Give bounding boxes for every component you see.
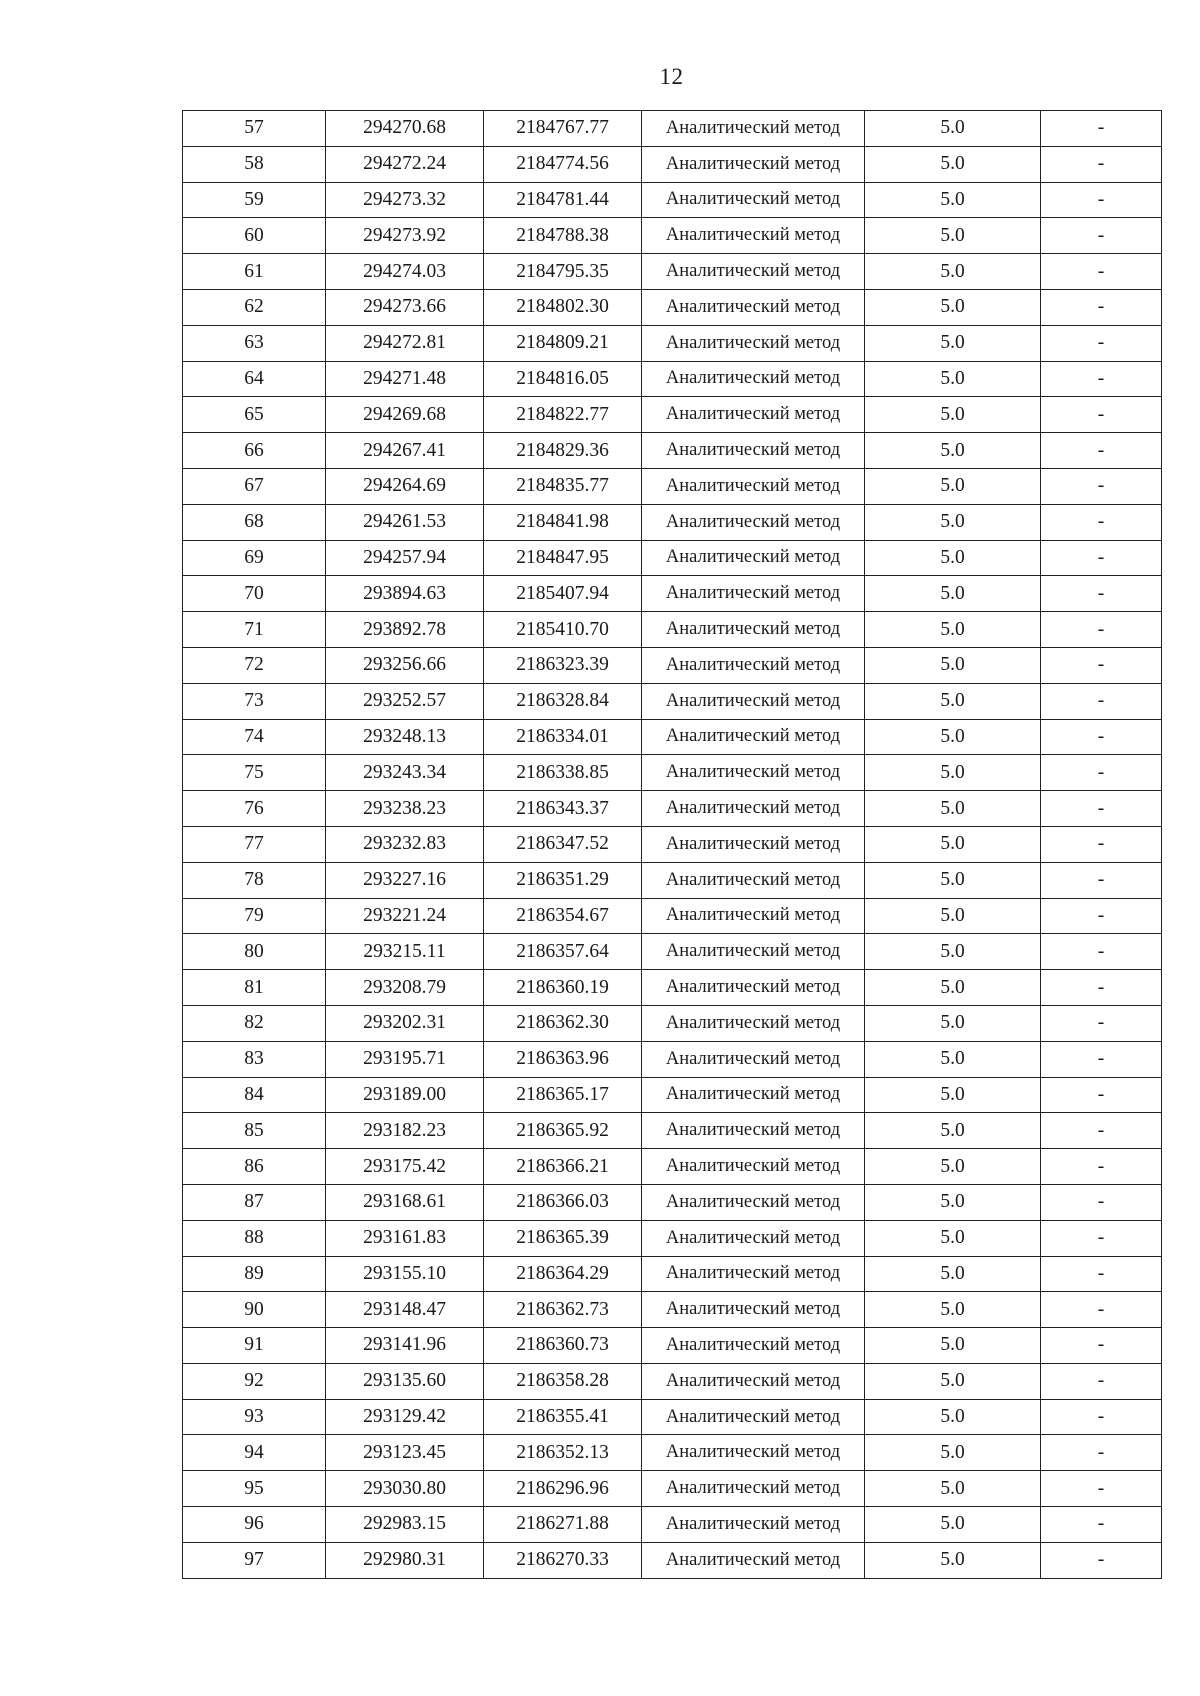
table-row xyxy=(183,111,1162,147)
y-coordinate-cell: 2186363.96 xyxy=(484,1041,642,1077)
table-row xyxy=(183,576,1162,612)
method-cell: Аналитический метод xyxy=(642,325,865,361)
method-cell: Аналитический метод xyxy=(642,1113,865,1149)
description-cell: - xyxy=(1041,1542,1162,1578)
x-coordinate-cell: 293252.57 xyxy=(326,683,484,719)
accuracy-cell: 5.0 xyxy=(865,433,1041,469)
x-coordinate-cell: 294273.92 xyxy=(326,218,484,254)
description-cell: - xyxy=(1041,862,1162,898)
accuracy-cell: 5.0 xyxy=(865,576,1041,612)
x-coordinate-cell: 293155.10 xyxy=(326,1256,484,1292)
method-cell: Аналитический метод xyxy=(642,1005,865,1041)
point-number-cell: 86 xyxy=(183,1149,326,1185)
table-row xyxy=(183,1542,1162,1578)
point-number-cell: 93 xyxy=(183,1399,326,1435)
accuracy-cell: 5.0 xyxy=(865,1005,1041,1041)
table-row xyxy=(183,934,1162,970)
point-number-cell: 91 xyxy=(183,1328,326,1364)
y-coordinate-cell: 2184816.05 xyxy=(484,361,642,397)
table-row xyxy=(183,1077,1162,1113)
point-number-cell: 61 xyxy=(183,254,326,290)
description-cell: - xyxy=(1041,1005,1162,1041)
accuracy-cell: 5.0 xyxy=(865,647,1041,683)
y-coordinate-cell: 2186334.01 xyxy=(484,719,642,755)
method-cell: Аналитический метод xyxy=(642,898,865,934)
method-cell: Аналитический метод xyxy=(642,1256,865,1292)
x-coordinate-cell: 293221.24 xyxy=(326,898,484,934)
method-cell: Аналитический метод xyxy=(642,1184,865,1220)
method-cell: Аналитический метод xyxy=(642,540,865,576)
accuracy-cell: 5.0 xyxy=(865,218,1041,254)
table-row xyxy=(183,218,1162,254)
table-row xyxy=(183,970,1162,1006)
table-row xyxy=(183,397,1162,433)
y-coordinate-cell: 2184829.36 xyxy=(484,433,642,469)
method-cell: Аналитический метод xyxy=(642,111,865,147)
y-coordinate-cell: 2186296.96 xyxy=(484,1471,642,1507)
x-coordinate-cell: 293256.66 xyxy=(326,647,484,683)
method-cell: Аналитический метод xyxy=(642,791,865,827)
description-cell: - xyxy=(1041,433,1162,469)
method-cell: Аналитический метод xyxy=(642,1435,865,1471)
point-number-cell: 90 xyxy=(183,1292,326,1328)
y-coordinate-cell: 2186366.21 xyxy=(484,1149,642,1185)
accuracy-cell: 5.0 xyxy=(865,791,1041,827)
table-row xyxy=(183,1507,1162,1543)
x-coordinate-cell: 293141.96 xyxy=(326,1328,484,1364)
table-row xyxy=(183,612,1162,648)
y-coordinate-cell: 2186351.29 xyxy=(484,862,642,898)
description-cell: - xyxy=(1041,468,1162,504)
point-number-cell: 89 xyxy=(183,1256,326,1292)
accuracy-cell: 5.0 xyxy=(865,862,1041,898)
method-cell: Аналитический метод xyxy=(642,1363,865,1399)
description-cell: - xyxy=(1041,970,1162,1006)
y-coordinate-cell: 2186360.73 xyxy=(484,1328,642,1364)
point-number-cell: 92 xyxy=(183,1363,326,1399)
point-number-cell: 64 xyxy=(183,361,326,397)
accuracy-cell: 5.0 xyxy=(865,1435,1041,1471)
method-cell: Аналитический метод xyxy=(642,719,865,755)
y-coordinate-cell: 2184847.95 xyxy=(484,540,642,576)
description-cell: - xyxy=(1041,1041,1162,1077)
point-number-cell: 88 xyxy=(183,1220,326,1256)
x-coordinate-cell: 293030.80 xyxy=(326,1471,484,1507)
x-coordinate-cell: 293227.16 xyxy=(326,862,484,898)
accuracy-cell: 5.0 xyxy=(865,468,1041,504)
table-row xyxy=(183,1435,1162,1471)
method-cell: Аналитический метод xyxy=(642,683,865,719)
description-cell: - xyxy=(1041,647,1162,683)
method-cell: Аналитический метод xyxy=(642,289,865,325)
y-coordinate-cell: 2186347.52 xyxy=(484,826,642,862)
method-cell: Аналитический метод xyxy=(642,1399,865,1435)
description-cell: - xyxy=(1041,683,1162,719)
point-number-cell: 73 xyxy=(183,683,326,719)
y-coordinate-cell: 2186365.39 xyxy=(484,1220,642,1256)
accuracy-cell: 5.0 xyxy=(865,325,1041,361)
point-number-cell: 76 xyxy=(183,791,326,827)
accuracy-cell: 5.0 xyxy=(865,898,1041,934)
description-cell: - xyxy=(1041,1328,1162,1364)
x-coordinate-cell: 293894.63 xyxy=(326,576,484,612)
method-cell: Аналитический метод xyxy=(642,612,865,648)
y-coordinate-cell: 2186360.19 xyxy=(484,970,642,1006)
table-row xyxy=(183,254,1162,290)
accuracy-cell: 5.0 xyxy=(865,1292,1041,1328)
method-cell: Аналитический метод xyxy=(642,1507,865,1543)
method-cell: Аналитический метод xyxy=(642,862,865,898)
x-coordinate-cell: 293243.34 xyxy=(326,755,484,791)
y-coordinate-cell: 2185410.70 xyxy=(484,612,642,648)
x-coordinate-cell: 294273.66 xyxy=(326,289,484,325)
method-cell: Аналитический метод xyxy=(642,361,865,397)
method-cell: Аналитический метод xyxy=(642,576,865,612)
description-cell: - xyxy=(1041,1363,1162,1399)
table-row xyxy=(183,146,1162,182)
table-row xyxy=(183,1399,1162,1435)
accuracy-cell: 5.0 xyxy=(865,540,1041,576)
description-cell: - xyxy=(1041,397,1162,433)
accuracy-cell: 5.0 xyxy=(865,612,1041,648)
table-row xyxy=(183,1184,1162,1220)
x-coordinate-cell: 294271.48 xyxy=(326,361,484,397)
y-coordinate-cell: 2184788.38 xyxy=(484,218,642,254)
method-cell: Аналитический метод xyxy=(642,146,865,182)
table-row xyxy=(183,719,1162,755)
description-cell: - xyxy=(1041,1149,1162,1185)
table-row xyxy=(183,1471,1162,1507)
accuracy-cell: 5.0 xyxy=(865,1113,1041,1149)
y-coordinate-cell: 2185407.94 xyxy=(484,576,642,612)
description-cell: - xyxy=(1041,1507,1162,1543)
x-coordinate-cell: 294269.68 xyxy=(326,397,484,433)
x-coordinate-cell: 293123.45 xyxy=(326,1435,484,1471)
point-number-cell: 79 xyxy=(183,898,326,934)
x-coordinate-cell: 293892.78 xyxy=(326,612,484,648)
y-coordinate-cell: 2184802.30 xyxy=(484,289,642,325)
x-coordinate-cell: 294272.24 xyxy=(326,146,484,182)
y-coordinate-cell: 2186357.64 xyxy=(484,934,642,970)
description-cell: - xyxy=(1041,182,1162,218)
x-coordinate-cell: 294273.32 xyxy=(326,182,484,218)
method-cell: Аналитический метод xyxy=(642,433,865,469)
method-cell: Аналитический метод xyxy=(642,647,865,683)
x-coordinate-cell: 294267.41 xyxy=(326,433,484,469)
coordinates-table-body xyxy=(183,111,1162,1579)
x-coordinate-cell: 293175.42 xyxy=(326,1149,484,1185)
x-coordinate-cell: 292983.15 xyxy=(326,1507,484,1543)
method-cell: Аналитический метод xyxy=(642,1220,865,1256)
y-coordinate-cell: 2186362.30 xyxy=(484,1005,642,1041)
accuracy-cell: 5.0 xyxy=(865,289,1041,325)
point-number-cell: 95 xyxy=(183,1471,326,1507)
x-coordinate-cell: 293189.00 xyxy=(326,1077,484,1113)
x-coordinate-cell: 294257.94 xyxy=(326,540,484,576)
point-number-cell: 80 xyxy=(183,934,326,970)
y-coordinate-cell: 2186323.39 xyxy=(484,647,642,683)
table-row xyxy=(183,1005,1162,1041)
description-cell: - xyxy=(1041,755,1162,791)
table-row xyxy=(183,1149,1162,1185)
accuracy-cell: 5.0 xyxy=(865,397,1041,433)
accuracy-cell: 5.0 xyxy=(865,683,1041,719)
x-coordinate-cell: 293135.60 xyxy=(326,1363,484,1399)
point-number-cell: 67 xyxy=(183,468,326,504)
y-coordinate-cell: 2186328.84 xyxy=(484,683,642,719)
point-number-cell: 81 xyxy=(183,970,326,1006)
table-row xyxy=(183,1363,1162,1399)
description-cell: - xyxy=(1041,1435,1162,1471)
x-coordinate-cell: 292980.31 xyxy=(326,1542,484,1578)
point-number-cell: 65 xyxy=(183,397,326,433)
method-cell: Аналитический метод xyxy=(642,970,865,1006)
x-coordinate-cell: 294270.68 xyxy=(326,111,484,147)
description-cell: - xyxy=(1041,1256,1162,1292)
method-cell: Аналитический метод xyxy=(642,468,865,504)
accuracy-cell: 5.0 xyxy=(865,1077,1041,1113)
coordinates-table xyxy=(182,110,1162,1579)
method-cell: Аналитический метод xyxy=(642,1077,865,1113)
table-row xyxy=(183,182,1162,218)
accuracy-cell: 5.0 xyxy=(865,1149,1041,1185)
x-coordinate-cell: 293161.83 xyxy=(326,1220,484,1256)
y-coordinate-cell: 2186362.73 xyxy=(484,1292,642,1328)
method-cell: Аналитический метод xyxy=(642,504,865,540)
x-coordinate-cell: 293202.31 xyxy=(326,1005,484,1041)
table-row xyxy=(183,325,1162,361)
point-number-cell: 74 xyxy=(183,719,326,755)
point-number-cell: 57 xyxy=(183,111,326,147)
accuracy-cell: 5.0 xyxy=(865,1256,1041,1292)
method-cell: Аналитический метод xyxy=(642,755,865,791)
point-number-cell: 78 xyxy=(183,862,326,898)
table-row xyxy=(183,504,1162,540)
table-row xyxy=(183,1220,1162,1256)
point-number-cell: 82 xyxy=(183,1005,326,1041)
accuracy-cell: 5.0 xyxy=(865,1363,1041,1399)
point-number-cell: 58 xyxy=(183,146,326,182)
accuracy-cell: 5.0 xyxy=(865,361,1041,397)
point-number-cell: 87 xyxy=(183,1184,326,1220)
point-number-cell: 66 xyxy=(183,433,326,469)
table-row xyxy=(183,1292,1162,1328)
y-coordinate-cell: 2184774.56 xyxy=(484,146,642,182)
table-row xyxy=(183,1041,1162,1077)
y-coordinate-cell: 2184781.44 xyxy=(484,182,642,218)
description-cell: - xyxy=(1041,146,1162,182)
page-number: 12 xyxy=(659,64,684,89)
accuracy-cell: 5.0 xyxy=(865,934,1041,970)
description-cell: - xyxy=(1041,504,1162,540)
y-coordinate-cell: 2186270.33 xyxy=(484,1542,642,1578)
accuracy-cell: 5.0 xyxy=(865,1220,1041,1256)
point-number-cell: 85 xyxy=(183,1113,326,1149)
table-row xyxy=(183,898,1162,934)
accuracy-cell: 5.0 xyxy=(865,182,1041,218)
accuracy-cell: 5.0 xyxy=(865,504,1041,540)
method-cell: Аналитический метод xyxy=(642,1328,865,1364)
description-cell: - xyxy=(1041,791,1162,827)
point-number-cell: 72 xyxy=(183,647,326,683)
table-row xyxy=(183,540,1162,576)
table-row xyxy=(183,1328,1162,1364)
description-cell: - xyxy=(1041,218,1162,254)
method-cell: Аналитический метод xyxy=(642,218,865,254)
description-cell: - xyxy=(1041,1113,1162,1149)
x-coordinate-cell: 293148.47 xyxy=(326,1292,484,1328)
y-coordinate-cell: 2186358.28 xyxy=(484,1363,642,1399)
y-coordinate-cell: 2184795.35 xyxy=(484,254,642,290)
y-coordinate-cell: 2184822.77 xyxy=(484,397,642,433)
point-number-cell: 83 xyxy=(183,1041,326,1077)
point-number-cell: 60 xyxy=(183,218,326,254)
point-number-cell: 63 xyxy=(183,325,326,361)
x-coordinate-cell: 293238.23 xyxy=(326,791,484,827)
x-coordinate-cell: 293182.23 xyxy=(326,1113,484,1149)
x-coordinate-cell: 294261.53 xyxy=(326,504,484,540)
accuracy-cell: 5.0 xyxy=(865,146,1041,182)
table-row xyxy=(183,862,1162,898)
description-cell: - xyxy=(1041,289,1162,325)
y-coordinate-cell: 2186355.41 xyxy=(484,1399,642,1435)
point-number-cell: 97 xyxy=(183,1542,326,1578)
method-cell: Аналитический метод xyxy=(642,1149,865,1185)
table-row xyxy=(183,433,1162,469)
y-coordinate-cell: 2186271.88 xyxy=(484,1507,642,1543)
method-cell: Аналитический метод xyxy=(642,254,865,290)
description-cell: - xyxy=(1041,826,1162,862)
accuracy-cell: 5.0 xyxy=(865,826,1041,862)
accuracy-cell: 5.0 xyxy=(865,1041,1041,1077)
x-coordinate-cell: 294264.69 xyxy=(326,468,484,504)
description-cell: - xyxy=(1041,1184,1162,1220)
y-coordinate-cell: 2186364.29 xyxy=(484,1256,642,1292)
y-coordinate-cell: 2186352.13 xyxy=(484,1435,642,1471)
method-cell: Аналитический метод xyxy=(642,1292,865,1328)
description-cell: - xyxy=(1041,1471,1162,1507)
y-coordinate-cell: 2184835.77 xyxy=(484,468,642,504)
description-cell: - xyxy=(1041,361,1162,397)
y-coordinate-cell: 2186365.92 xyxy=(484,1113,642,1149)
point-number-cell: 71 xyxy=(183,612,326,648)
table-row xyxy=(183,791,1162,827)
y-coordinate-cell: 2186343.37 xyxy=(484,791,642,827)
description-cell: - xyxy=(1041,1399,1162,1435)
x-coordinate-cell: 293129.42 xyxy=(326,1399,484,1435)
point-number-cell: 94 xyxy=(183,1435,326,1471)
y-coordinate-cell: 2186366.03 xyxy=(484,1184,642,1220)
method-cell: Аналитический метод xyxy=(642,1542,865,1578)
point-number-cell: 75 xyxy=(183,755,326,791)
method-cell: Аналитический метод xyxy=(642,934,865,970)
description-cell: - xyxy=(1041,254,1162,290)
accuracy-cell: 5.0 xyxy=(865,1542,1041,1578)
accuracy-cell: 5.0 xyxy=(865,1507,1041,1543)
accuracy-cell: 5.0 xyxy=(865,254,1041,290)
accuracy-cell: 5.0 xyxy=(865,970,1041,1006)
table-row xyxy=(183,647,1162,683)
accuracy-cell: 5.0 xyxy=(865,719,1041,755)
y-coordinate-cell: 2186365.17 xyxy=(484,1077,642,1113)
point-number-cell: 70 xyxy=(183,576,326,612)
method-cell: Аналитический метод xyxy=(642,826,865,862)
accuracy-cell: 5.0 xyxy=(865,1399,1041,1435)
method-cell: Аналитический метод xyxy=(642,1041,865,1077)
accuracy-cell: 5.0 xyxy=(865,755,1041,791)
x-coordinate-cell: 293215.11 xyxy=(326,934,484,970)
x-coordinate-cell: 293208.79 xyxy=(326,970,484,1006)
description-cell: - xyxy=(1041,934,1162,970)
x-coordinate-cell: 293195.71 xyxy=(326,1041,484,1077)
table-row xyxy=(183,1256,1162,1292)
y-coordinate-cell: 2186338.85 xyxy=(484,755,642,791)
method-cell: Аналитический метод xyxy=(642,182,865,218)
description-cell: - xyxy=(1041,719,1162,755)
description-cell: - xyxy=(1041,612,1162,648)
method-cell: Аналитический метод xyxy=(642,397,865,433)
description-cell: - xyxy=(1041,1220,1162,1256)
description-cell: - xyxy=(1041,325,1162,361)
table-row xyxy=(183,826,1162,862)
table-row xyxy=(183,1113,1162,1149)
y-coordinate-cell: 2184809.21 xyxy=(484,325,642,361)
method-cell: Аналитический метод xyxy=(642,1471,865,1507)
table-row xyxy=(183,755,1162,791)
x-coordinate-cell: 293168.61 xyxy=(326,1184,484,1220)
point-number-cell: 77 xyxy=(183,826,326,862)
table-row xyxy=(183,361,1162,397)
description-cell: - xyxy=(1041,111,1162,147)
point-number-cell: 62 xyxy=(183,289,326,325)
point-number-cell: 68 xyxy=(183,504,326,540)
x-coordinate-cell: 293248.13 xyxy=(326,719,484,755)
description-cell: - xyxy=(1041,576,1162,612)
description-cell: - xyxy=(1041,1292,1162,1328)
description-cell: - xyxy=(1041,540,1162,576)
description-cell: - xyxy=(1041,898,1162,934)
table-row xyxy=(183,289,1162,325)
point-number-cell: 69 xyxy=(183,540,326,576)
x-coordinate-cell: 294274.03 xyxy=(326,254,484,290)
table-row xyxy=(183,683,1162,719)
y-coordinate-cell: 2186354.67 xyxy=(484,898,642,934)
accuracy-cell: 5.0 xyxy=(865,111,1041,147)
x-coordinate-cell: 294272.81 xyxy=(326,325,484,361)
accuracy-cell: 5.0 xyxy=(865,1471,1041,1507)
point-number-cell: 96 xyxy=(183,1507,326,1543)
x-coordinate-cell: 293232.83 xyxy=(326,826,484,862)
table-row xyxy=(183,468,1162,504)
y-coordinate-cell: 2184767.77 xyxy=(484,111,642,147)
description-cell: - xyxy=(1041,1077,1162,1113)
accuracy-cell: 5.0 xyxy=(865,1328,1041,1364)
point-number-cell: 84 xyxy=(183,1077,326,1113)
y-coordinate-cell: 2184841.98 xyxy=(484,504,642,540)
accuracy-cell: 5.0 xyxy=(865,1184,1041,1220)
point-number-cell: 59 xyxy=(183,182,326,218)
